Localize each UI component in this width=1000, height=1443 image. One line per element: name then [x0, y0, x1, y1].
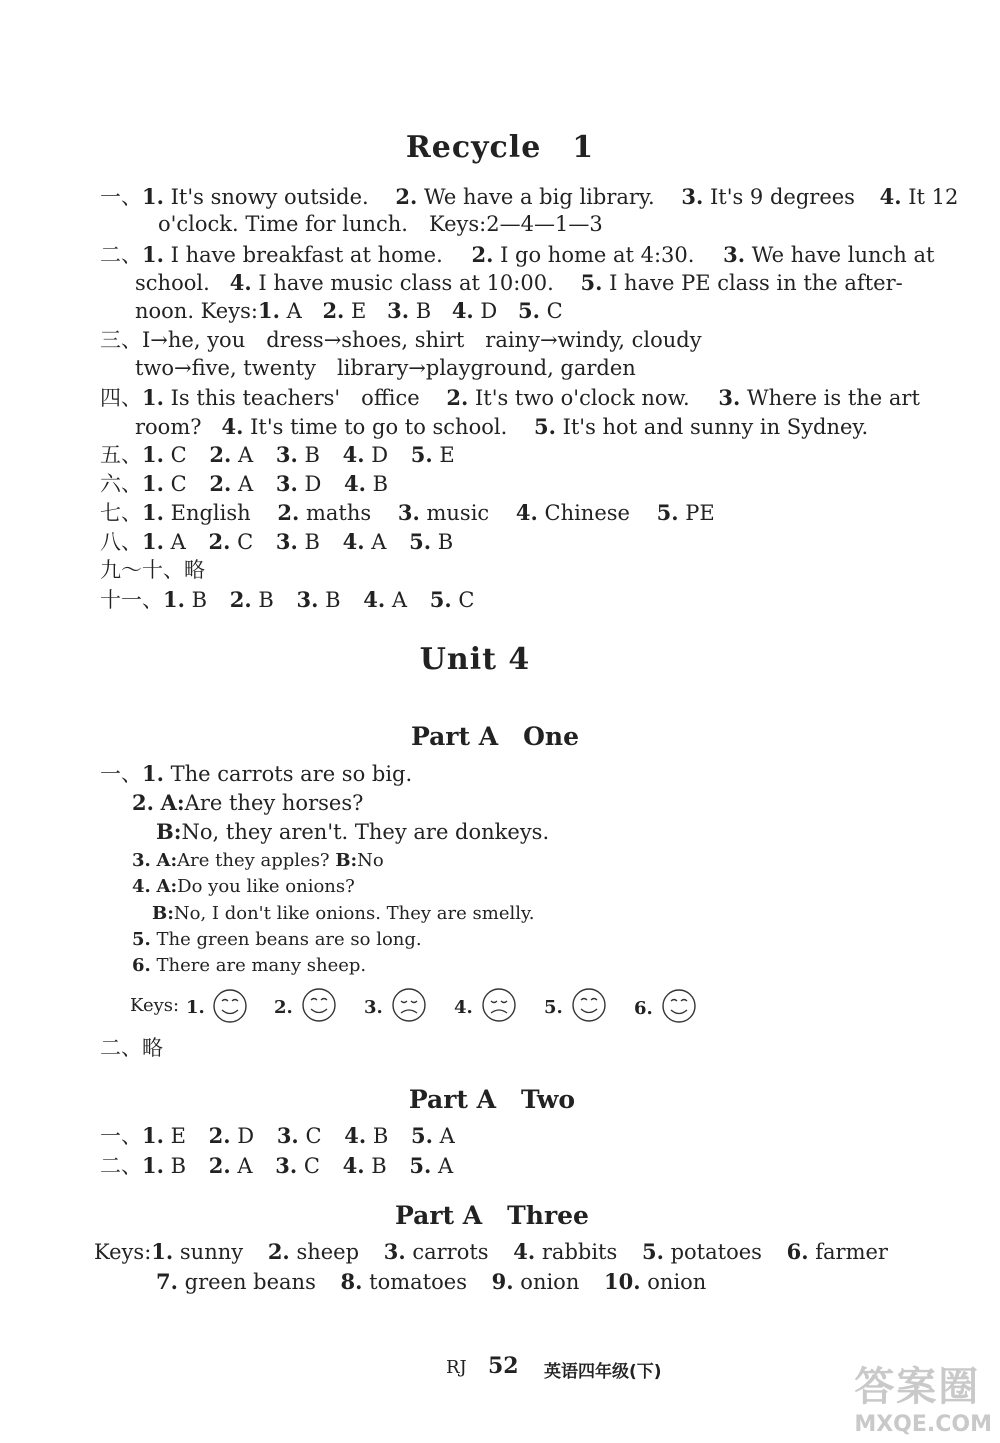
part-a-one-item-4b: B:No, I don't like onions. They are smelly.	[152, 903, 535, 924]
recycle-section-6: 六、1. C 2. A 3. D 4. B	[100, 471, 389, 496]
recycle-section-8: 八、1. A 2. C 3. B 4. A 5. B	[100, 529, 454, 554]
recycle-section-2-line1: 二、1. I have breakfast at home. 2. I go home at 4:30. 3. We have lunch at	[100, 242, 935, 267]
happy-face-icon	[301, 987, 337, 1023]
part-a-one-keys-label: Keys:	[130, 995, 180, 1016]
watermark	[854, 1355, 992, 1437]
unit-title: Unit 4	[419, 642, 531, 677]
recycle-section-1: 一、1. It's snowy outside. 2. We have a big library. 3. It's 9 degrees 4. It 12	[100, 184, 959, 209]
recycle-section-3-line2: two→five, twenty library→playground, garden	[135, 356, 636, 380]
part-a-one-item-4: 4. A:Do you like onions?	[132, 876, 355, 897]
happy-face-icon	[661, 988, 697, 1024]
recycle-section-1-cont: o'clock. Time for lunch. Keys:2—4—1—3	[158, 212, 603, 236]
sad-face-icon	[391, 987, 427, 1023]
part-a-one-item-6: 6. There are many sheep.	[132, 955, 367, 976]
happy-face-icon	[212, 988, 248, 1024]
part-a-one-item-2b: B:No, they aren't. They are donkeys.	[156, 819, 550, 844]
recycle-section-7: 七、1. English 2. maths 3. music 4. Chinese 5. PE	[100, 500, 715, 525]
footer-subject: 英语四年级(下)	[544, 1362, 662, 1382]
recycle-section-4-line2: room? 4. It's time to go to school. 5. It's hot and sunny in Sydney.	[135, 414, 869, 439]
watermark-logo: 答案圈	[854, 1364, 981, 1410]
sad-face-icon	[481, 987, 517, 1023]
part-a-three-keys-row-1: Keys:1. sunny 2. sheep 3. carrots 4. rabbits 5. potatoes 6. farmer	[94, 1239, 888, 1264]
recycle-title: Recycle 1	[405, 130, 595, 165]
recycle-section-5: 五、1. C 2. A 3. B 4. D 5. E	[100, 442, 455, 467]
key-number: 2.	[274, 997, 293, 1018]
key-number: 5.	[544, 997, 563, 1018]
part-a-one-title: Part A One	[410, 722, 579, 751]
key-number: 1.	[186, 997, 205, 1018]
part-a-one-item-1: 一、1. The carrots are so big.	[100, 761, 413, 786]
part-a-two-title: Part A Two	[408, 1085, 576, 1114]
part-a-one-item-2: 2. A:Are they horses?	[132, 790, 364, 815]
part-a-two-section-2: 二、1. B 2. A 3. C 4. B 5. A	[100, 1153, 454, 1178]
key-number: 6.	[634, 998, 653, 1019]
part-a-three-title: Part A Three	[395, 1201, 589, 1230]
part-a-one-item-5: 5. The green beans are so long.	[132, 929, 422, 950]
recycle-section-9-10: 九～十、略	[100, 558, 205, 582]
recycle-section-2-line2: school. 4. I have music class at 10:00. 5. I have PE class in the after-	[135, 270, 903, 295]
page-number: 52	[488, 1353, 519, 1379]
part-a-one-section-2: 二、略	[100, 1036, 163, 1060]
recycle-section-3-line1: 三、I→he, you dress→shoes, shirt rainy→windy, cloudy	[100, 328, 702, 352]
recycle-section-4-line1: 四、1. Is this teachers' office 2. It's two o'clock now. 3. Where is the art	[100, 385, 920, 410]
part-a-two-section-1: 一、1. E 2. D 3. C 4. B 5. A	[100, 1123, 455, 1148]
key-number: 3.	[364, 997, 383, 1018]
part-a-one-item-3: 3. A:Are they apples? B:No	[132, 850, 384, 871]
part-a-three-keys-row-2: 7. green beans 8. tomatoes 9. onion 10. onion	[156, 1269, 707, 1294]
recycle-section-2-line3: noon. Keys:1. A 2. E 3. B 4. D 5. C	[135, 298, 563, 323]
key-number: 4.	[454, 997, 473, 1018]
footer-code: RJ	[446, 1357, 467, 1378]
recycle-section-11: 十一、1. B 2. B 3. B 4. A 5. C	[100, 587, 475, 612]
happy-face-icon	[571, 987, 607, 1023]
watermark-url: MXQE.COM	[854, 1412, 992, 1437]
